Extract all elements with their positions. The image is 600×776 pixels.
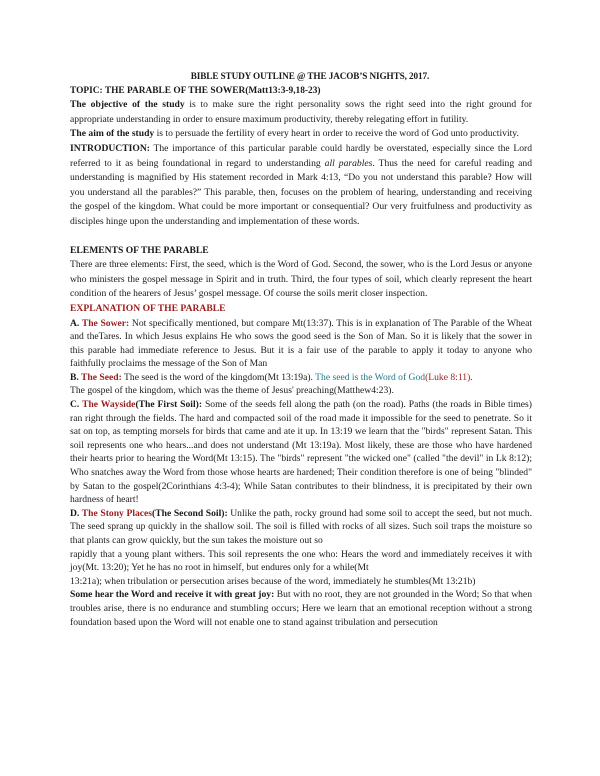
stony-line-3: 13:21a); when tribulation or persecution arises because of the word, immediately he stumbles(Mt 13:21b): [70, 575, 476, 587]
introduction-text-2: . Thus the need for careful reading and understanding is magnified by His statement recorded in Mark 4:13, “Do you not understand this parable? How will you understand all the parables?” This parable, then, focuses on the problem of hearing, understanding and receiving the gospel of the kingdom. What could be more important or consequential? Our very fruitfulness and productivity as disciples hinge upon the understanding and implementation of these words.: [70, 157, 532, 227]
wayside-prefix: C.: [70, 399, 83, 411]
seed-highlight: The seed is the Word of God: [315, 371, 426, 383]
document-title: BIBLE STUDY OUTLINE @ THE JACOB’S NIGHTS, 2017.: [190, 71, 430, 81]
objective-paragraph: [70, 98, 532, 127]
stony-label: The Stony Places: [81, 507, 153, 519]
wayside-label: The Wayside: [82, 399, 136, 411]
aim-paragraph: [70, 127, 532, 142]
seed-text-2: The gospel of the kingdom, which was the theme of Jesus' preaching(Matthew4:23).: [70, 385, 394, 397]
some-hear-label: Some hear the Word and receive it with great joy:: [70, 589, 275, 601]
aim-text: is to persuade the fertility of every heart in order to receive the word of God unto productivity.: [154, 128, 519, 140]
objective-label: The objective of the study: [70, 99, 185, 111]
seed-label: The Seed:: [81, 371, 122, 383]
some-hear-text: But with no root, they are not grounded in the Word; So that when troubles arise, there is no endurance and stumbling occurs; Here we learn that an emotional reception without a strong foundation based upon the Word will not enable one to stand against tribulation and persecution: [70, 589, 532, 628]
document-page: [70, 69, 532, 629]
topic-heading: TOPIC: THE PARABLE OF THE SOWER(Matt13:3-9,18-23): [70, 85, 321, 96]
seed-text: The seed is the word of the kingdom(Mt 13:19a).: [121, 371, 316, 383]
wayside-text: Some of the seeds fell along the path (on the road). Paths (the roads in Bible times) ran right through the fields. The hard and compacted soil of the road made it impossible for the seed to penetrate. So it sat on top, as tempting morsels for birds that came and ate it up. In 13:19 we learn that the "birds" represent Satan. This soil represents one who hears...and does not understand (Mt 13:19a). Most likely, these are those who have hardened their hearts prior to hearing the Word(Mt 13:15). The "birds" represent "the wicked one" (called "the devil" in Lk 8:12); Who snatches away the Word from those whose hearts are hardened; Their condition therefore is one of being "blinded" by Satan to the gospel(2Corinthians 4:3-4); While Satan contributes to their blindness, it is precipitated by their own hardness of heart!: [70, 399, 532, 506]
elements-heading: ELEMENTS OF THE PARABLE: [70, 244, 209, 256]
sower-paragraph: [70, 317, 532, 371]
introduction-text-1: The importance of this particular parable could hardly be overstated, especially since the Lord referred to it as being foundational in regard to understanding: [70, 142, 532, 169]
stony-line-2: rapidly that a young plant withers. This soil represents the one who: Hears the word and immediately receives it with joy(Mt. 13:20); Yet he has no root in himself, but endures only for a while(Mt: [70, 548, 532, 574]
wayside-sub: (The First Soil):: [135, 399, 203, 411]
aim-label: The aim of the study: [70, 128, 155, 140]
stony-sub: (The Second Soil):: [152, 507, 228, 519]
stony-text-1: Unlike the path, rocky ground had some soil to accept the seed, but not much. The seed sprang up quickly in the shallow soil. The soil is filled with rocks of all sizes. Such soil traps the moisture so that plants can grow quickly, but the sun takes the moisture out so: [70, 507, 532, 546]
introduction-italic: all parables: [324, 157, 373, 169]
sower-label: The Sower:: [81, 317, 130, 329]
seed-prefix: B.: [70, 371, 82, 383]
seed-paragraph: [70, 371, 532, 398]
sower-prefix: A.: [70, 317, 82, 329]
stony-paragraph: [70, 507, 532, 548]
seed-reference: (Luke 8:11).: [425, 371, 473, 383]
elements-paragraph: There are three elements: First, the seed, which is the Word of God. Second, the sower, who is the Lord Jesus or anyone who ministers the gospel message in Spirit and in truth. Third, the four types of soil, which clearly represent the heart condition of the hearers of Jesus’ gospel message. Of course the soils merit closer inspection.: [70, 259, 532, 300]
introduction-label: INTRODUCTION:: [70, 142, 150, 154]
explanation-heading: EXPLANATION OF THE PARABLE: [70, 302, 226, 314]
objective-text: is to make sure the right personality sows the right seed into the right ground for appropriate understanding in order to ensure maximum productivity, thereby relegating effort in futility.: [70, 99, 532, 125]
sower-text: Not specifically mentioned, but compare Mt(13:37). This is in explanation of The Parable of the Wheat and theTares. In which Jesus explains He who sows the good seed is the Son of Man. So it is likely that the sower in this parable had immediate reference to Jesus. But it is a fair use of the parable to apply it today to anyone who faithfully proclaims the message of the Son of Man: [70, 317, 532, 370]
wayside-paragraph: [70, 398, 532, 507]
introduction-paragraph: [70, 142, 532, 230]
stony-prefix: D.: [70, 507, 82, 519]
some-hear-paragraph: [70, 588, 532, 629]
